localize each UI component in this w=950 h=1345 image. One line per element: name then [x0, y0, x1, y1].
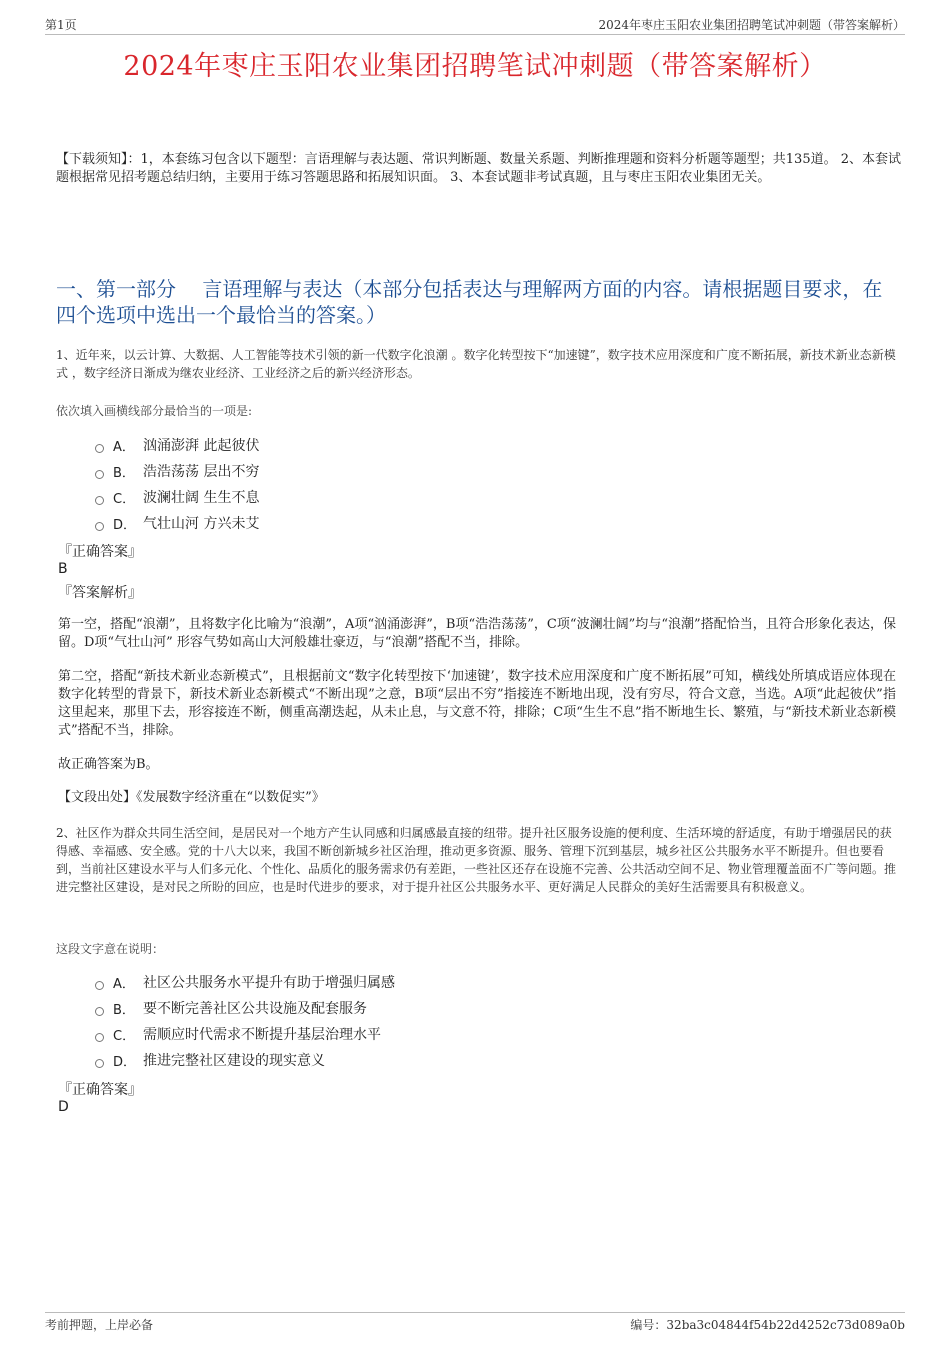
- radio-icon[interactable]: [95, 522, 104, 531]
- option-d[interactable]: D． 气壮山河 方兴未艾: [95, 510, 259, 536]
- download-notice: 【下载须知】：1，本套练习包含以下题型：言语理解与表达题、常识判断题、数量关系题、判断推理题和资料分析题等题型；共135道。 2、本套试题根据常见招考题总结归纳，主要用于练习答题思路和拓展知识面。 3、本套试题非考试真题，且与枣庄玉阳农业集团无关。: [56, 152, 901, 185]
- question-2-prompt: 这段文字意在说明：: [56, 942, 165, 956]
- answer-label: 『正确答案』: [58, 544, 142, 560]
- question-1-stem: 1、近年来，以云计算、大数据、人工智能等技术引领的新一代数字化浪潮 。数字化转型按下“加速键”，数字技术应用深度和广度不断拓展，新技术新业态新模式 ，数字经济日渐成为继农业经济、工业经济之后的新兴经济形态。: [56, 348, 896, 380]
- question-2-stem: 2、社区作为群众共同生活空间，是居民对一个地方产生认同感和归属感最直接的纽带。提升社区服务设施的便利度、生活环境的舒适度，有助于增强居民的获得感、幸福感、安全感。党的十八大以来，我国不断创新城乡社区治理，推动更多资源、服务、管理下沉到基层，城乡社区公共服务水平不断提升。但也要看到，当前社区建设水平与人们多元化、个性化、品质化的服务需求仍有差距，一些社区还存在设施不完善、公共活动空间不足、物业管理覆盖面不广等问题。推进完整社区建设，是对民之所盼的回应，也是时代进步的要求，对于提升社区公共服务水平、更好满足人民群众的美好生活需要具有积极意义。: [56, 826, 897, 894]
- radio-icon[interactable]: [95, 1007, 104, 1016]
- question-1-prompt: 依次填入画横线部分最恰当的一项是:: [56, 404, 253, 418]
- option-c[interactable]: C． 需顺应时代需求不断提升基层治理水平: [95, 1021, 395, 1047]
- option-a[interactable]: A． 社区公共服务水平提升有助于增强归属感: [95, 969, 395, 995]
- radio-icon[interactable]: [95, 1059, 104, 1068]
- radio-icon[interactable]: [95, 470, 104, 479]
- page-footer: [45, 1312, 905, 1333]
- analysis-conclusion: 故正确答案为B。: [58, 757, 159, 772]
- answer-value: D: [58, 1099, 69, 1115]
- radio-icon[interactable]: [95, 444, 104, 453]
- section-title: 一、第一部分 言语理解与表达（本部分包括表达与理解两方面的内容。请根据题目要求，在四个选项中选出一个最恰当的答案。）: [56, 277, 883, 327]
- analysis-paragraph-1: 第一空，搭配“浪潮”，且将数字化比喻为“浪潮”，A项“汹涌澎湃”，B项“浩浩荡荡”，C项“波澜壮阔”均与“浪潮”搭配恰当，且符合形象化表达，保留。D项“气壮山河” 形容气势如高山大河般雄壮豪迈，与“浪潮”搭配不当，排除。: [58, 617, 896, 650]
- answer-value: B: [58, 561, 68, 577]
- page-header: [45, 14, 905, 35]
- question-1-options: [95, 432, 259, 536]
- radio-icon[interactable]: [95, 496, 104, 505]
- source-citation: 【文段出处】《发展数字经济重在“以数促实”》: [58, 790, 325, 805]
- option-b[interactable]: B． 浩浩荡荡 层出不穷: [95, 458, 259, 484]
- document-title: 2024年枣庄玉阳农业集团招聘笔试冲刺题（带答案解析）: [123, 51, 827, 82]
- option-d[interactable]: D． 推进完整社区建设的现实意义: [95, 1047, 395, 1073]
- option-b[interactable]: B． 要不断完善社区公共设施及配套服务: [95, 995, 395, 1021]
- radio-icon[interactable]: [95, 981, 104, 990]
- analysis-paragraph-2: 第二空，搭配“新技术新业态新模式”，且根据前文“数字化转型按下‘加速键’，数字技术应用深度和广度不断拓展”可知，横线处所填成语应体现在数字化转型的背景下，新技术新业态新模式“不断出现”之意，B项“层出不穷”指接连不断地出现，没有穷尽，符合文意，当选。A项“此起彼伏”指这里起来，那里下去，形容接连不断，侧重高潮迭起，从未止息，与文意不符，排除；C项“生生不息”指不断地生长、繁殖，与“新技术新业态新模式”搭配不当，排除。: [58, 669, 896, 738]
- radio-icon[interactable]: [95, 1033, 104, 1042]
- option-c[interactable]: C． 波澜壮阔 生生不息: [95, 484, 259, 510]
- page-number: 第1页: [45, 18, 77, 32]
- analysis-label: 『答案解析』: [58, 585, 142, 601]
- answer-label: 『正确答案』: [58, 1082, 142, 1098]
- option-a[interactable]: A． 汹涌澎湃 此起彼伏: [95, 432, 259, 458]
- question-2-options: [95, 969, 395, 1073]
- footer-slogan: 考前押题，上岸必备: [45, 1318, 154, 1332]
- footer-serial: 编号：32ba3c04844f54b22d4252c73d089a0b: [630, 1318, 905, 1332]
- header-doc-title: 2024年枣庄玉阳农业集团招聘笔试冲刺题（带答案解析）: [598, 18, 905, 32]
